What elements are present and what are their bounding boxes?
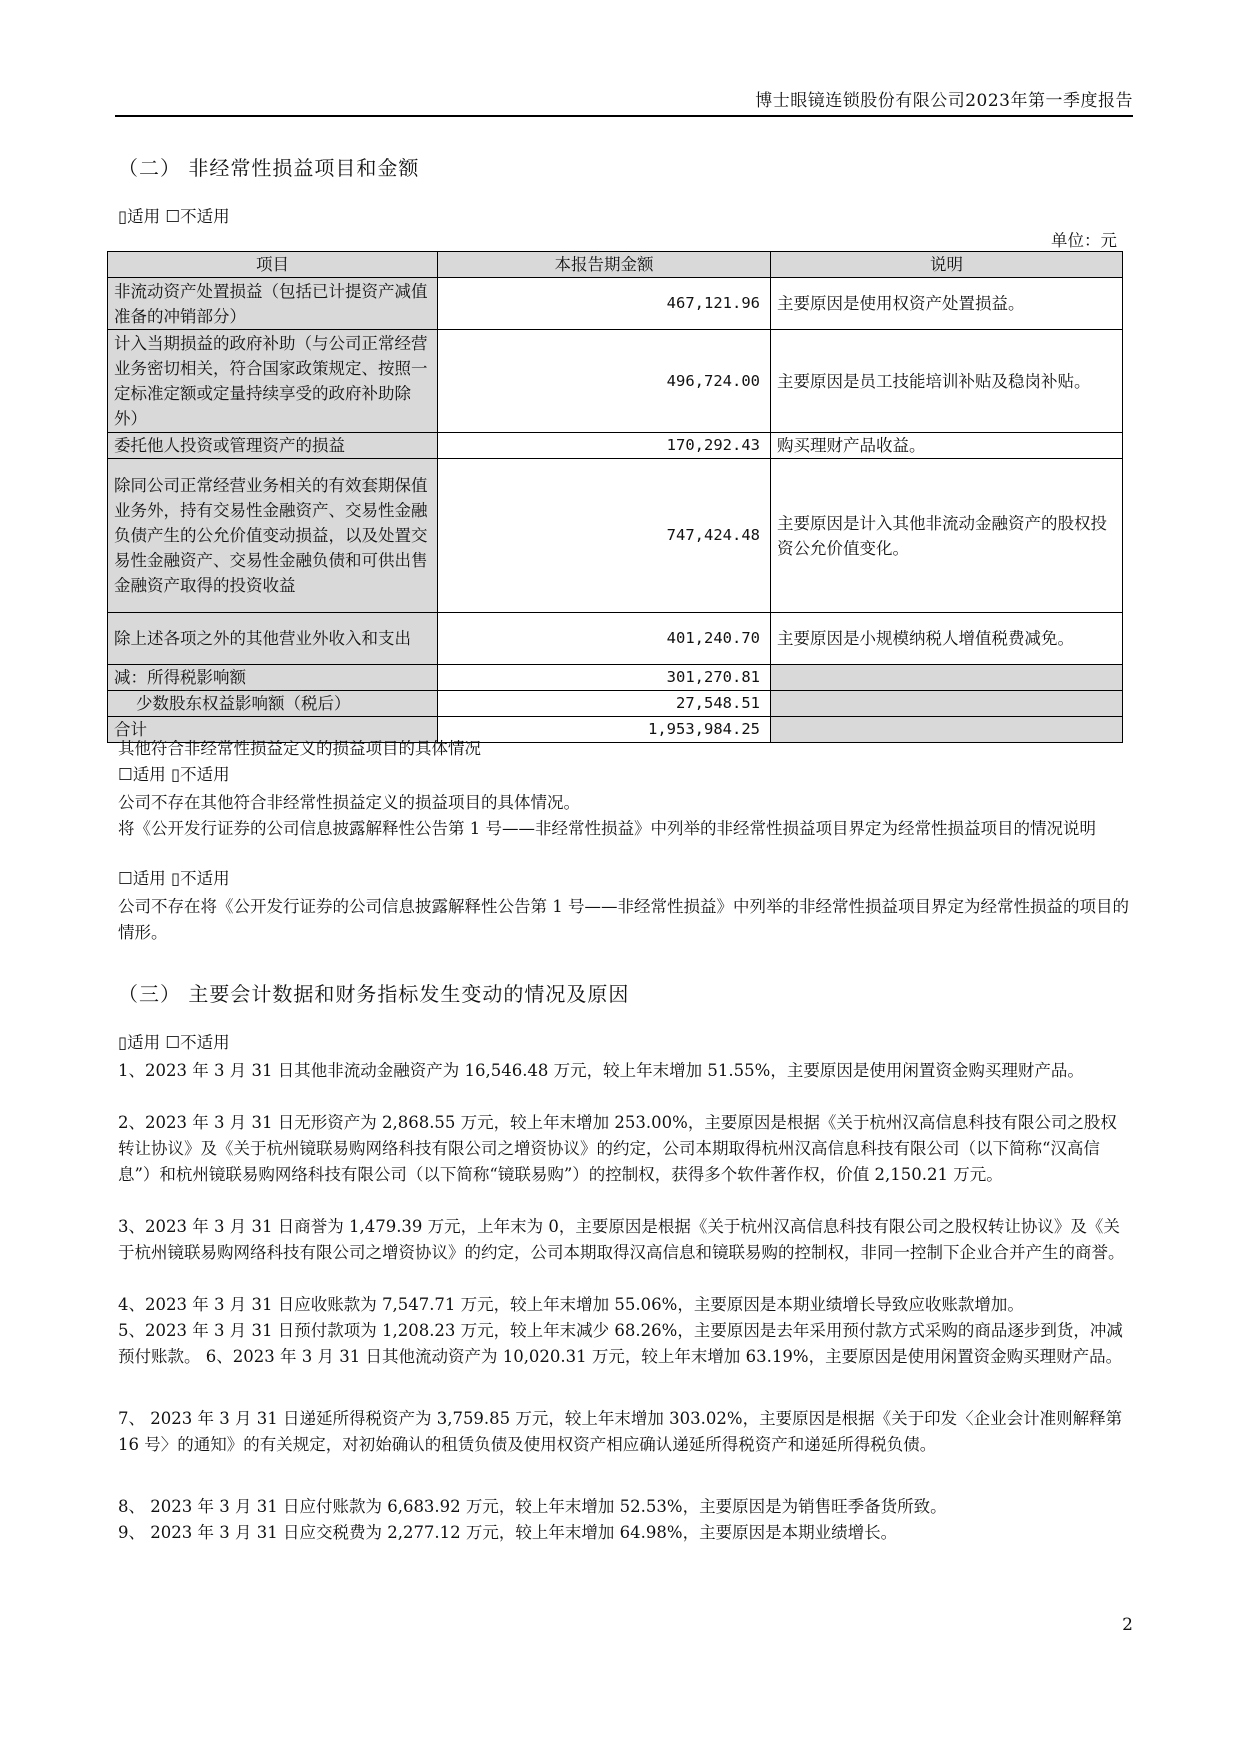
table-row <box>108 278 1123 330</box>
section-2-title: （二） 非经常性损益项目和金额 <box>118 156 420 180</box>
list-item <box>118 1494 1133 1520</box>
row-amount: 401,240.70 <box>438 613 771 665</box>
row-item: 委托他人投资或管理资产的损益 <box>108 433 438 459</box>
row-amount: 467,121.96 <box>438 278 771 330</box>
row-note <box>771 665 1123 691</box>
list-num: 5、 <box>118 1321 145 1340</box>
list-item <box>118 1058 1133 1110</box>
list-text: 2023 年 3 月 31 日应收账款为 7,547.71 万元，较上年末增加 55.06%，主要原因是本期业绩增长导致应收账款增加。 <box>145 1295 1024 1314</box>
list-item <box>118 1318 1133 1406</box>
other-items-title: 其他符合非经常性损益定义的损益项目的具体情况 <box>118 739 481 758</box>
page-number: 2 <box>1122 1615 1133 1635</box>
list-item <box>118 1214 1133 1292</box>
list-text: 2023 年 3 月 31 日预付款项为 1,208.23 万元，较上年末减少 68.26%，主要原因是去年采用预付款方式采购的商品逐步到货，冲减预付账款。 6、2023 年 3 月 31 日其他流动资产为 10,020.31 万元，较上年末增加 63.19%，主要原因是使用闲置资金购买理财产品。 <box>118 1321 1123 1366</box>
list-text: 2023 年 3 月 31 日商誉为 1,479.39 万元，上年末为 0，主要原因是根据《关于杭州汉高信息科技有限公司之股权转让协议》及《关于杭州镜联易购网络科技有限公司之增资协议》的约定，公司本期取得汉高信息和镜联易购的控制权，非同一控制下企业合并产生的商誉。 <box>118 1217 1125 1262</box>
header-item: 项目 <box>108 252 438 278</box>
list-item <box>118 1110 1133 1214</box>
section-2-applicable: ▯适用 ☐不适用 <box>118 207 230 226</box>
header-amount: 本报告期金额 <box>438 252 771 278</box>
list-text: 2023 年 3 月 31 日无形资产为 2,868.55 万元，较上年末增加 253.00%，主要原因是根据《关于杭州汉高信息科技有限公司之股权转让协议》及《关于杭州镜联易购网络科技有限公司之增资协议》的约定，公司本期取得杭州汉高信息科技有限公司（以下简称“汉高信息”）和杭州镜联易购网络科技有限公司（以下简称“镜联易购”）的控制权，获得多个软件著作权，价值 2,150.21 万元。 <box>118 1113 1117 1184</box>
list-text: 2023 年 3 月 31 日应交税费为 2,277.12 万元，较上年末增加 64.98%，主要原因是本期业绩增长。 <box>145 1523 898 1542</box>
list-num: 9、 <box>118 1523 145 1542</box>
table-row <box>108 613 1123 665</box>
row-amount: 170,292.43 <box>438 433 771 459</box>
table-header-row <box>108 252 1123 278</box>
row-amount: 1,953,984.25 <box>438 717 771 743</box>
row-amount: 301,270.81 <box>438 665 771 691</box>
list-num: 8、 <box>118 1497 145 1516</box>
row-item: 合计 <box>108 717 438 743</box>
row-item: 少数股东权益影响额（税后） <box>108 691 438 717</box>
table-row <box>108 665 1123 691</box>
non-recurring-table <box>107 251 1123 743</box>
unit-label: 单位：元 <box>1051 231 1117 250</box>
report-header: 博士眼镜连锁股份有限公司2023年第一季度报告 <box>755 91 1133 111</box>
row-item: 减：所得税影响额 <box>108 665 438 691</box>
list-text: 2023 年 3 月 31 日其他非流动金融资产为 16,546.48 万元，较上年末增加 51.55%，主要原因是使用闲置资金购买理财产品。 <box>145 1061 1084 1080</box>
header-note: 说明 <box>771 252 1123 278</box>
section-3-applicable: ▯适用 ☐不适用 <box>118 1033 230 1052</box>
list-item <box>118 1520 1133 1546</box>
row-item: 除同公司正常经营业务相关的有效套期保值业务外，持有交易性金融资产、交易性金融负债产生的公允价值变动损益，以及处置交易性金融资产、交易性金融负债和可供出售金融资产取得的投资收益 <box>108 459 438 613</box>
section-3-title: （三） 主要会计数据和财务指标发生变动的情况及原因 <box>118 982 630 1006</box>
table-row <box>108 330 1123 433</box>
table-row <box>108 433 1123 459</box>
row-note: 主要原因是计入其他非流动金融资产的股权投资公允价值变化。 <box>771 459 1123 613</box>
row-note <box>771 691 1123 717</box>
define-title: 将《公开发行证券的公司信息披露解释性公告第 1 号——非经常性损益》中列举的非经常性损益项目界定为经常性损益项目的情况说明 <box>118 819 1096 838</box>
table-row <box>108 691 1123 717</box>
list-num: 4、 <box>118 1295 145 1314</box>
row-note <box>771 717 1123 743</box>
list-num: 3、 <box>118 1217 145 1236</box>
header-rule <box>115 115 1133 117</box>
row-amount: 27,548.51 <box>438 691 771 717</box>
row-item: 非流动资产处置损益（包括已计提资产减值准备的冲销部分） <box>108 278 438 330</box>
row-note: 主要原因是员工技能培训补贴及稳岗补贴。 <box>771 330 1123 433</box>
change-list <box>118 1058 1133 1546</box>
list-num: 2、 <box>118 1113 145 1132</box>
row-item: 计入当期损益的政府补助（与公司正常经营业务密切相关，符合国家政策规定、按照一定标准定额或定量持续享受的政府补助除外） <box>108 330 438 433</box>
row-note: 主要原因是小规模纳税人增值税费减免。 <box>771 613 1123 665</box>
list-text: 2023 年 3 月 31 日应付账款为 6,683.92 万元，较上年末增加 52.53%，主要原因是为销售旺季备货所致。 <box>145 1497 947 1516</box>
other-items-applicable: ☐适用 ▯不适用 <box>118 765 230 784</box>
row-amount: 496,724.00 <box>438 330 771 433</box>
list-item <box>118 1292 1133 1318</box>
other-items-text: 公司不存在其他符合非经常性损益定义的损益项目的具体情况。 <box>118 793 580 812</box>
list-item <box>118 1406 1133 1494</box>
list-num: 7、 <box>118 1409 145 1428</box>
define-applicable: ☐适用 ▯不适用 <box>118 869 230 888</box>
list-text: 2023 年 3 月 31 日递延所得税资产为 3,759.85 万元，较上年末增加 303.02%，主要原因是根据《关于印发〈企业会计准则解释第 16 号〉的通知》的有关规定，对初始确认的租赁负债及使用权资产相应确认递延所得税资产和递延所得税负债。 <box>118 1409 1123 1454</box>
row-note: 主要原因是使用权资产处置损益。 <box>771 278 1123 330</box>
list-num: 1、 <box>118 1061 145 1080</box>
row-amount: 747,424.48 <box>438 459 771 613</box>
define-text: 公司不存在将《公开发行证券的公司信息披露解释性公告第 1 号——非经常性损益》中列举的非经常性损益项目界定为经常性损益的项目的情形。 <box>118 897 1129 942</box>
table-row <box>108 459 1123 613</box>
row-note: 购买理财产品收益。 <box>771 433 1123 459</box>
row-item: 除上述各项之外的其他营业外收入和支出 <box>108 613 438 665</box>
